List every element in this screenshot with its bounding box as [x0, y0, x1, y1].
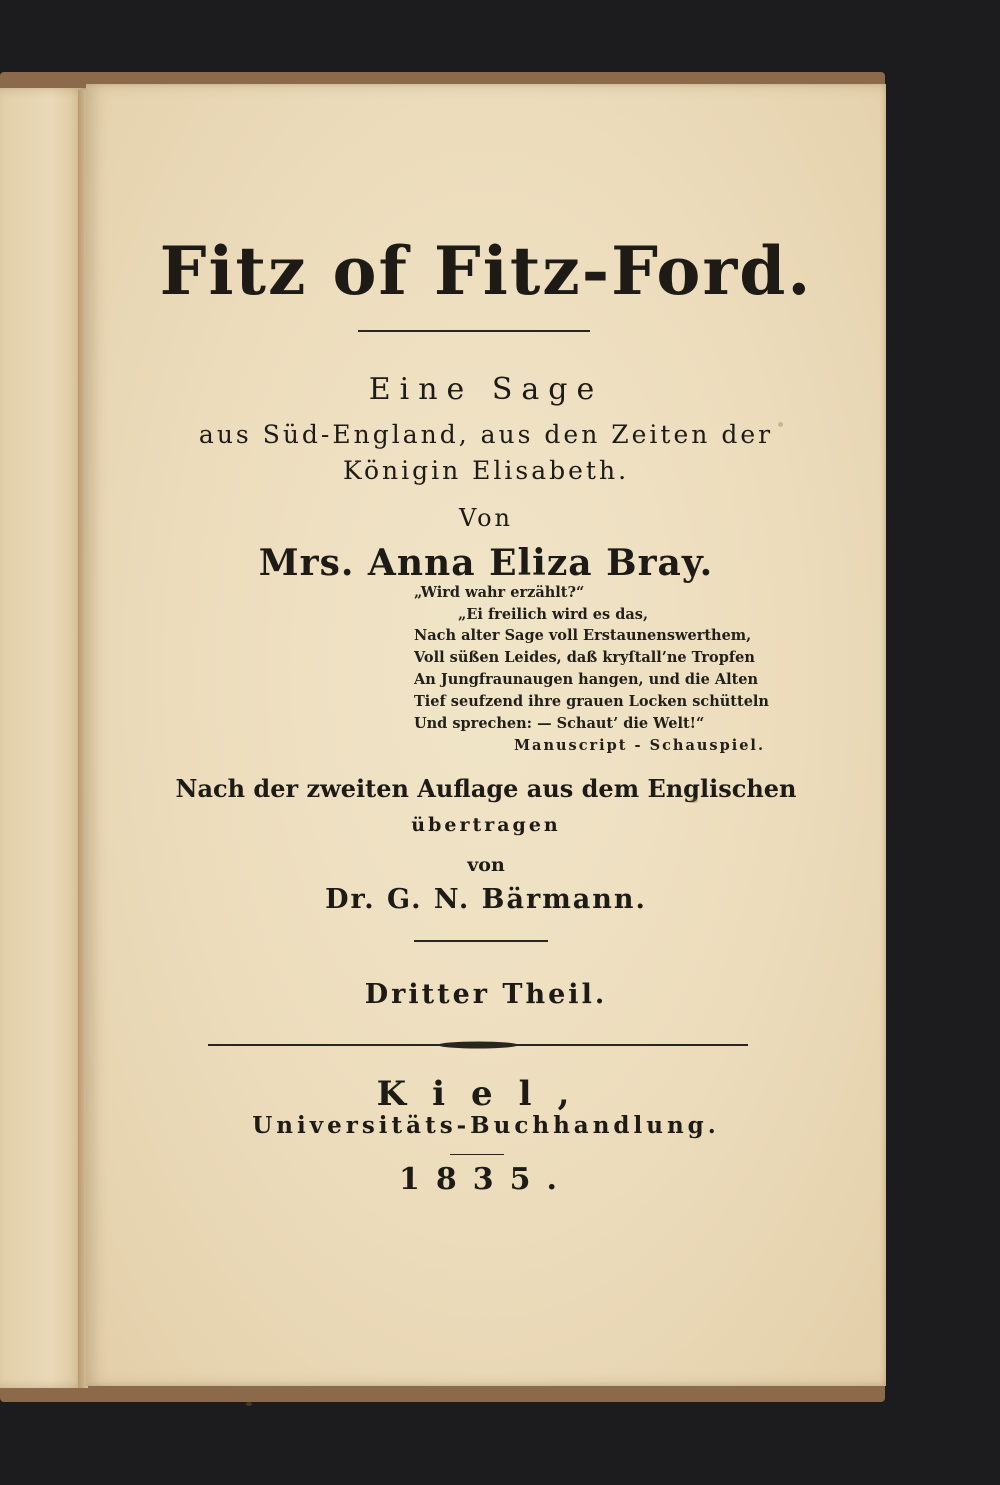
translator-by-label: von — [467, 854, 505, 876]
ornamental-rule — [208, 1040, 748, 1050]
epigraph-line-4: Voll süßen Leides, daß kryſtall’ne Tropfen — [414, 649, 755, 666]
translator-rule — [414, 940, 548, 942]
epigraph-line-2: „Ei freilich wird es das, — [458, 606, 648, 623]
book-title: Fitz of Fitz-Ford. — [159, 232, 813, 310]
title-page — [86, 84, 886, 1386]
epigraph-line-3: Nach alter Sage voll Erstaunenswerthem, — [414, 627, 752, 644]
publication-year: 1835. — [399, 1162, 573, 1197]
translation-note: Nach der zweiten Auflage aus dem Englischen — [175, 774, 797, 803]
publisher: Universitäts-Buchhandlung. — [252, 1112, 720, 1139]
foxing-spot — [690, 798, 698, 803]
translator-name: Dr. G. N. Bärmann. — [325, 884, 647, 915]
epigraph-line-6: Tief seufzend ihre grauen Locken schütteln — [414, 693, 769, 710]
epigraph-source: Manuscript - Schauspiel. — [514, 737, 765, 754]
foxing-spot — [246, 1402, 252, 1406]
verso-page-edge — [0, 88, 86, 1388]
author-by-label: Von — [458, 504, 514, 532]
subtitle-line-1: Eine Sage — [368, 372, 604, 407]
epigraph-line-7: Und sprechen: — Schaut’ die Welt!“ — [414, 715, 705, 732]
subtitle-line-2: aus Süd-England, aus den Zeiten der — [198, 420, 774, 449]
epigraph-line-5: An Jungfraunaugen hangen, und die Alten — [414, 671, 759, 688]
publisher-rule — [450, 1154, 504, 1155]
epigraph-line-1: „Wird wahr erzählt?“ — [414, 584, 585, 601]
publication-place: Kiel, — [376, 1074, 596, 1114]
translated-label: übertragen — [411, 814, 561, 836]
title-rule — [358, 330, 590, 332]
author-name: Mrs. Anna Eliza Bray. — [258, 542, 714, 584]
foxing-spot — [778, 422, 783, 427]
volume-label: Dritter Theil. — [364, 979, 608, 1010]
subtitle-line-3: Königin Elisabeth. — [342, 456, 630, 485]
